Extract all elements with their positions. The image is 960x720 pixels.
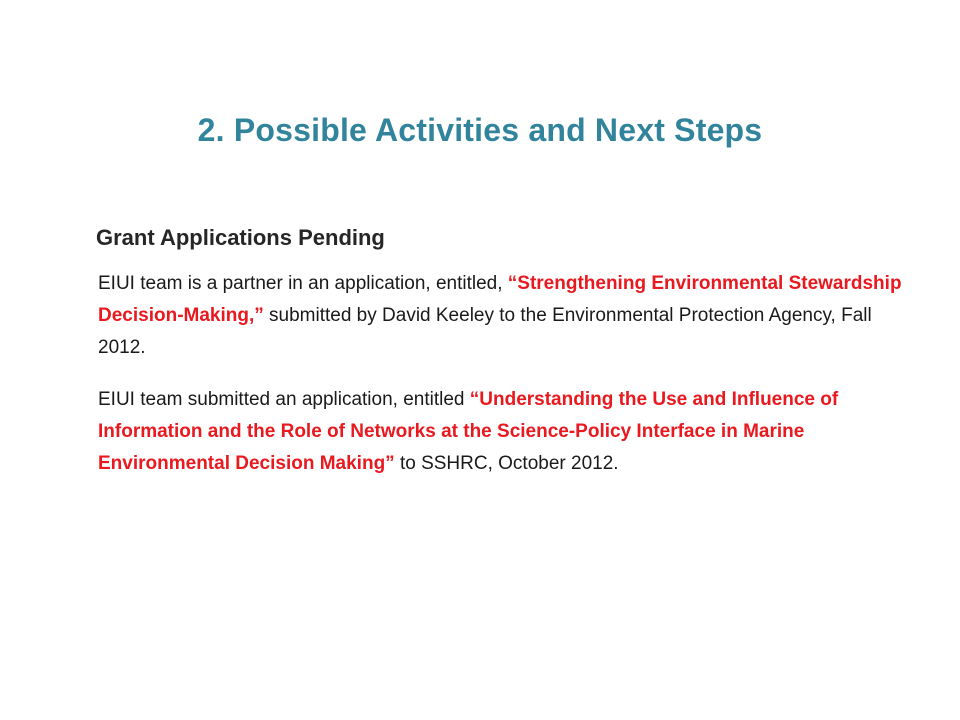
paragraph-submitted-application (98, 384, 928, 480)
paragraph-text: submitted by David Keeley to the Environmental Protection Agency, Fall 2012. (98, 305, 872, 358)
paragraph-partner-application (98, 268, 918, 364)
section-heading: Grant Applications Pending (96, 225, 385, 250)
paragraph-text: EIUI team submitted an application, entitled (98, 389, 470, 410)
paragraph-text: EIUI team is a partner in an application, entitled, (98, 273, 508, 294)
paragraph-text: to SSHRC, October 2012. (394, 453, 619, 474)
slide-title: 2. Possible Activities and Next Steps (197, 112, 763, 148)
application-title-highlight: “Strengthening Environmental Stewardship Decision-Making,” (98, 273, 902, 326)
application-title-highlight: “Understanding the Use and Influence of Information and the Role of Networks at the Science-Policy Interface in Marine Environmental Decision Making” (98, 389, 839, 474)
